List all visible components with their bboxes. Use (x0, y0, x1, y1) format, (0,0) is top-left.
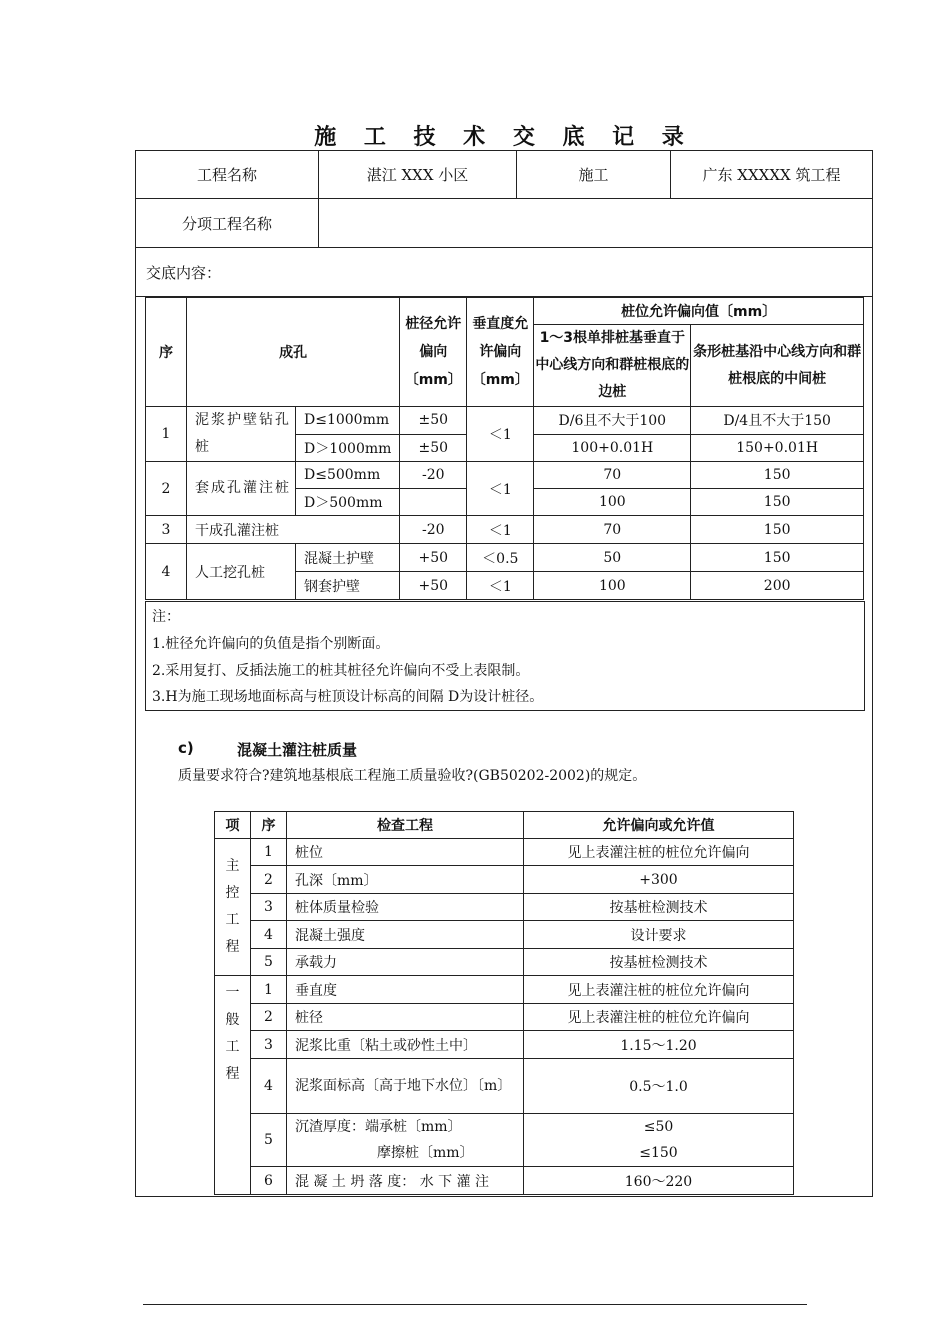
row4-sub2: 钢套护壁 (296, 572, 400, 600)
row3-seq: 3 (146, 516, 187, 544)
row3-name: 干成孔灌注桩 (187, 516, 400, 544)
row4-b2: 200 (691, 572, 864, 600)
section-c-marker: c) (178, 739, 194, 757)
q-gen-seq: 2 (251, 1004, 287, 1031)
row1-name: 泥浆护壁钻孔桩 (187, 407, 296, 462)
q-main-seq: 2 (251, 866, 287, 894)
q-h-check: 检查工程 (287, 812, 524, 839)
row1-vert: ＜1 (467, 407, 534, 462)
q-group-main: 主控工程 (215, 839, 251, 976)
q-main-check: 承载力 (287, 949, 524, 976)
q-gen-allow: 见上表灌注桩的桩位允许偏向 (524, 976, 794, 1004)
row1-seq: 1 (146, 407, 187, 462)
header-table (135, 150, 873, 297)
sub-project-label: 分项工程名称 (136, 199, 319, 248)
note-2: 2.采用复打、反插法施工的桩其桩径允许偏向不受上表限制。 (152, 663, 530, 679)
row4-name: 人工挖孔桩 (187, 544, 296, 600)
row4-seq: 4 (146, 544, 187, 600)
q-gen-check: 泥浆面标高〔高于地下水位〕〔m〕 (287, 1059, 524, 1114)
row4-sub1: 混凝土护壁 (296, 544, 400, 572)
row2-b2: 150 (691, 489, 864, 516)
q-gen-allow: 1.15～1.20 (524, 1031, 794, 1059)
q-main-check: 桩体质量检验 (287, 894, 524, 921)
row4-dia1: +50 (400, 544, 467, 572)
row1-a2: 100+0.01H (534, 434, 691, 462)
row3-a: 70 (534, 516, 691, 544)
row3-vert: ＜1 (467, 516, 534, 544)
row1-b2: 150+0.01H (691, 434, 864, 462)
q-main-seq: 3 (251, 894, 287, 921)
sub-project-value (319, 199, 873, 248)
row2-a2: 100 (534, 489, 691, 516)
row4-a2: 100 (534, 572, 691, 600)
row3-b: 150 (691, 516, 864, 544)
pile-table (145, 297, 864, 600)
page-title: 施 工 技 术 交 底 记 录 (314, 125, 694, 150)
q-h-item: 项 (215, 812, 251, 839)
q-gen-seq: 3 (251, 1031, 287, 1059)
row1-a1: D/6且不大于100 (534, 407, 691, 435)
row2-seq: 2 (146, 462, 187, 516)
project-name-label: 工程名称 (136, 151, 319, 199)
note-1: 1.桩径允许偏向的负值是指个别断面。 (152, 636, 390, 652)
row1-dia2: ±50 (400, 434, 467, 462)
q-gen-seq: 6 (251, 1167, 287, 1195)
row3-dia: -20 (400, 516, 467, 544)
frame-bottom (135, 1196, 873, 1197)
h-diameter: 桩径允许偏向〔mm〕 (400, 298, 467, 407)
q-main-seq: 4 (251, 921, 287, 949)
content-label: 交底内容： (136, 248, 873, 297)
row4-dia2: +50 (400, 572, 467, 600)
row2-a1: 70 (534, 462, 691, 489)
h-pos-a: 1～3根单排桩基垂直于中心线方向和群桩根底的边桩 (534, 325, 691, 407)
q-gen-check-b: 摩擦桩〔mm〕 (377, 1145, 474, 1161)
q-h-seq: 序 (251, 812, 287, 839)
q-main-check: 孔深〔mm〕 (287, 866, 524, 894)
h-position: 桩位允许偏向值〔mm〕 (534, 298, 864, 325)
frame-right (872, 296, 873, 1197)
construction-label: 施工 (517, 151, 671, 199)
project-name-value: 湛江 XXX 小区 (319, 151, 517, 199)
q-gen-check: 泥浆比重〔粘土或砂性土中〕 (287, 1031, 524, 1059)
row2-sub2: D＞500mm (296, 489, 400, 516)
row2-name: 套成孔灌注桩 (187, 462, 296, 516)
q-gen-allow-b: ≤150 (639, 1145, 678, 1161)
h-hole: 成孔 (187, 298, 400, 407)
q-gen-allow: 见上表灌注桩的桩位允许偏向 (524, 1004, 794, 1031)
q-gen-allow-a: ≤50 (643, 1119, 674, 1135)
row1-b1: D/4且不大于150 (691, 407, 864, 435)
q-gen-seq: 1 (251, 976, 287, 1004)
row1-sub2: D＞1000mm (296, 434, 400, 462)
q-main-allow: 按基桩检测技术 (524, 949, 794, 976)
footer-line (143, 1304, 807, 1305)
q-main-check: 桩位 (287, 839, 524, 866)
quality-table (214, 811, 794, 1195)
q-main-seq: 1 (251, 839, 287, 866)
q-gen-allow: 160～220 (524, 1167, 794, 1195)
h-pos-b: 条形桩基沿中心线方向和群桩根底的中间桩 (691, 325, 864, 407)
q-gen-check: 垂直度 (287, 976, 524, 1004)
q-group-general: 一般工程 (215, 976, 251, 1195)
q-main-check: 混凝土强度 (287, 921, 524, 949)
q-main-allow: 设计要求 (524, 921, 794, 949)
q-h-allow: 允许偏向或允许值 (524, 812, 794, 839)
q-main-allow: +300 (524, 866, 794, 894)
q-gen-seq: 5 (251, 1114, 287, 1167)
row4-vert2: ＜1 (467, 572, 534, 600)
q-main-allow: 按基桩检测技术 (524, 894, 794, 921)
section-c-heading: 混凝土灌注桩质量 (237, 741, 358, 759)
row2-sub1: D≤500mm (296, 462, 400, 489)
note-heading: 注： (152, 609, 180, 625)
h-seq: 序 (146, 298, 187, 407)
q-gen-allow: 0.5～1.0 (524, 1059, 794, 1114)
q-gen-check: 混 凝 土 坍 落 度： 水 下 灌 注 (287, 1167, 524, 1195)
q-gen-check: 桩径 (287, 1004, 524, 1031)
row1-dia1: ±50 (400, 407, 467, 435)
row2-dia2 (400, 489, 467, 516)
note-3: 3.H为施工现场地面标高与桩顶设计标高的间隔 D为设计桩径。 (152, 689, 544, 705)
row1-sub1: D≤1000mm (296, 407, 400, 435)
h-vertical: 垂直度允许偏向〔mm〕 (467, 298, 534, 407)
row4-b1: 150 (691, 544, 864, 572)
construction-value: 广东 XXXXX 筑工程 (671, 151, 873, 199)
q-gen-check-a: 沉渣厚度：端承桩〔mm〕 (295, 1119, 462, 1135)
row4-a1: 50 (534, 544, 691, 572)
q-gen-seq: 4 (251, 1059, 287, 1114)
q-main-seq: 5 (251, 949, 287, 976)
q-main-allow: 见上表灌注桩的桩位允许偏向 (524, 839, 794, 866)
row2-dia1: -20 (400, 462, 467, 489)
section-c-text: 质量要求符合?建筑地基根底工程施工质量验收?(GB50202-2002)的规定。 (178, 768, 647, 784)
row2-b1: 150 (691, 462, 864, 489)
frame-left (135, 296, 136, 1197)
row2-vert: ＜1 (467, 462, 534, 516)
row4-vert1: ＜0.5 (467, 544, 534, 572)
